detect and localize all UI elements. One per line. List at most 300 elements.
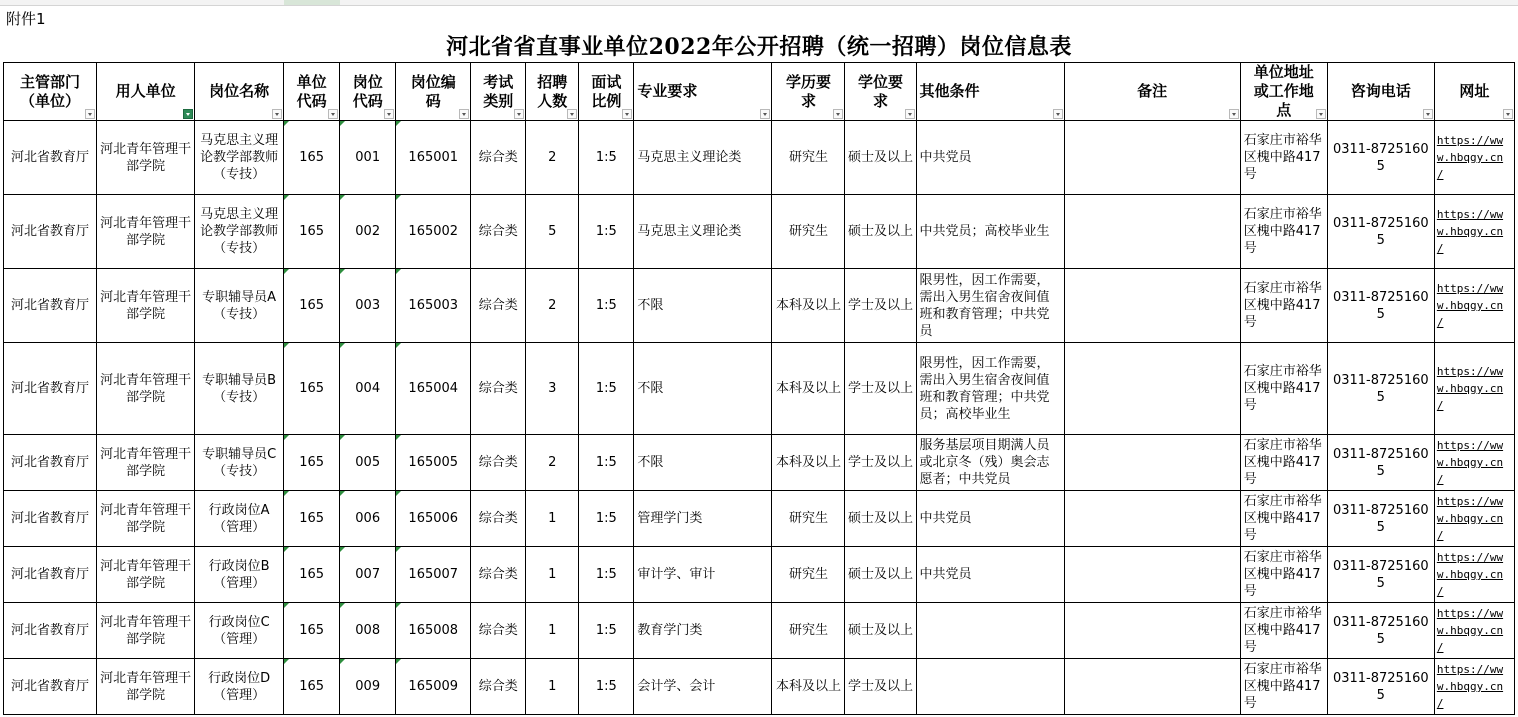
filter-dropdown-icon[interactable]	[567, 109, 577, 119]
cell-ratio[interactable]	[579, 491, 634, 547]
cell-url[interactable]	[1434, 343, 1514, 435]
cell-text: 中共党员	[919, 150, 972, 165]
cell-degree[interactable]	[845, 121, 916, 195]
cell-exam[interactable]	[471, 195, 526, 269]
cell-ratio[interactable]	[579, 435, 634, 491]
filter-dropdown-icon[interactable]	[833, 109, 843, 119]
cell-post-code[interactable]	[340, 343, 396, 435]
cell-phone[interactable]	[1327, 121, 1434, 195]
header-post-text: 岗位名称	[209, 82, 270, 100]
header-addr[interactable]	[1240, 63, 1327, 121]
cell-ratio[interactable]	[579, 195, 634, 269]
cell-text: 硕士及以上	[848, 511, 914, 526]
filter-dropdown-icon[interactable]	[622, 109, 632, 119]
website-link[interactable]	[1437, 206, 1512, 257]
website-link[interactable]	[1437, 605, 1512, 656]
cell-unit[interactable]	[97, 435, 195, 491]
header-phone-text: 咨询电话	[1350, 82, 1411, 100]
cell-unit[interactable]	[97, 659, 195, 715]
cell-other[interactable]	[916, 547, 1064, 603]
cell-degree[interactable]	[845, 659, 916, 715]
cell-dept[interactable]	[4, 659, 97, 715]
error-indicator-icon	[396, 121, 401, 126]
cell-other[interactable]	[916, 659, 1064, 715]
cell-text: 河北省教育厅	[11, 224, 90, 239]
cell-text: 165005	[408, 455, 459, 470]
cell-post-code[interactable]	[340, 491, 396, 547]
cell-text: 河北省教育厅	[11, 623, 90, 638]
website-link-part: https://ww	[1436, 365, 1504, 378]
cell-addr[interactable]	[1240, 491, 1327, 547]
cell-degree[interactable]	[845, 195, 916, 269]
cell-text: 综合类	[478, 298, 518, 313]
cell-ratio[interactable]	[579, 343, 634, 435]
cell-dept[interactable]	[4, 121, 97, 195]
cell-count[interactable]	[526, 659, 579, 715]
cell-exam[interactable]	[471, 659, 526, 715]
cell-post-code[interactable]	[340, 547, 396, 603]
cell-ratio[interactable]	[579, 547, 634, 603]
filter-dropdown-icon[interactable]	[514, 109, 524, 119]
header-degree-text: 学位要	[858, 72, 904, 91]
cell-exam[interactable]	[471, 491, 526, 547]
cell-url[interactable]	[1434, 659, 1514, 715]
cell-post-no[interactable]	[396, 269, 471, 343]
header-unit-code[interactable]	[284, 63, 340, 121]
cell-phone[interactable]	[1327, 491, 1434, 547]
cell-count[interactable]	[526, 195, 579, 269]
cell-addr[interactable]	[1240, 603, 1327, 659]
header-addr-text: 或工作地	[1253, 82, 1314, 100]
cell-url[interactable]	[1434, 121, 1514, 195]
cell-post[interactable]	[195, 269, 284, 343]
filter-dropdown-icon[interactable]	[1053, 109, 1063, 119]
cell-text: 硕士及以上	[848, 150, 914, 165]
cell-text: 石家庄市裕华区槐中路417号	[1243, 550, 1322, 599]
header-count[interactable]	[526, 63, 579, 121]
cell-unit-code[interactable]	[284, 343, 340, 435]
cell-post[interactable]	[195, 659, 284, 715]
cell-degree[interactable]	[845, 269, 916, 343]
cell-count[interactable]	[526, 547, 579, 603]
cell-text: 165001	[408, 150, 459, 165]
filter-dropdown-icon[interactable]	[1503, 109, 1513, 119]
cell-edu[interactable]	[772, 491, 845, 547]
cell-url[interactable]	[1434, 491, 1514, 547]
filter-dropdown-icon[interactable]	[328, 109, 338, 119]
cell-edu[interactable]	[772, 195, 845, 269]
cell-text: 综合类	[478, 224, 518, 239]
cell-text: 3	[548, 381, 557, 396]
cell-unit[interactable]	[97, 343, 195, 435]
cell-unit[interactable]	[97, 603, 195, 659]
cell-exam[interactable]	[471, 603, 526, 659]
cell-edu[interactable]	[772, 343, 845, 435]
cell-note[interactable]	[1064, 269, 1240, 343]
cell-text: 165003	[408, 298, 459, 313]
error-indicator-icon	[396, 547, 401, 552]
cell-major[interactable]	[634, 343, 772, 435]
header-ratio-text: 面试	[591, 72, 622, 91]
filter-dropdown-icon[interactable]	[85, 109, 95, 119]
cell-exam[interactable]	[471, 343, 526, 435]
cell-url[interactable]	[1434, 195, 1514, 269]
cell-text: 审计学、审计	[637, 567, 716, 582]
header-ratio-text: 比例	[591, 91, 622, 110]
cell-phone[interactable]	[1327, 343, 1434, 435]
cell-post-no[interactable]	[396, 491, 471, 547]
cell-count[interactable]	[526, 343, 579, 435]
cell-text: 本科及以上	[775, 381, 841, 396]
cell-text: 165	[299, 679, 325, 694]
cell-ratio[interactable]	[579, 121, 634, 195]
cell-phone[interactable]	[1327, 195, 1434, 269]
cell-dept[interactable]	[4, 195, 97, 269]
cell-url[interactable]	[1434, 435, 1514, 491]
cell-major[interactable]	[634, 547, 772, 603]
error-indicator-icon	[396, 269, 401, 274]
cell-other[interactable]	[916, 435, 1064, 491]
cell-post-no[interactable]	[396, 121, 471, 195]
cell-phone[interactable]	[1327, 659, 1434, 715]
header-phone[interactable]	[1327, 63, 1434, 121]
cell-text: 河北青年管理干部学院	[100, 141, 192, 174]
cell-major[interactable]	[634, 435, 772, 491]
cell-text: 1:5	[595, 567, 617, 582]
header-row	[4, 63, 1515, 121]
cell-post[interactable]	[195, 435, 284, 491]
cell-text: 马克思主义理论类	[637, 150, 742, 165]
cell-degree[interactable]	[845, 603, 916, 659]
header-exam[interactable]	[471, 63, 526, 121]
error-indicator-icon	[340, 121, 345, 126]
cell-post-no[interactable]	[396, 343, 471, 435]
cell-degree[interactable]	[845, 491, 916, 547]
sheet-title[interactable]: 河北省省直事业单位2022年公开招聘（统一招聘）岗位信息表	[446, 34, 1072, 60]
header-edu[interactable]	[772, 63, 845, 121]
cell-phone[interactable]	[1327, 603, 1434, 659]
header-url[interactable]	[1434, 63, 1514, 121]
cell-post[interactable]	[195, 343, 284, 435]
cell-text: 007	[355, 567, 381, 582]
cell-dept[interactable]	[4, 269, 97, 343]
cell-edu[interactable]	[772, 547, 845, 603]
cell-other[interactable]	[916, 343, 1064, 435]
cell-text: 1	[548, 567, 557, 582]
cell-ratio[interactable]	[579, 603, 634, 659]
header-major-text: 专业要求	[637, 82, 698, 100]
cell-unit-code[interactable]	[284, 435, 340, 491]
cell-post-code[interactable]	[340, 121, 396, 195]
filter-dropdown-icon[interactable]	[272, 109, 282, 119]
cell-major[interactable]	[634, 121, 772, 195]
cell-major[interactable]	[634, 491, 772, 547]
filter-dropdown-icon[interactable]	[459, 109, 469, 119]
cell-text: 河北青年管理干部学院	[100, 614, 192, 647]
cell-text: 1	[548, 511, 557, 526]
cell-count[interactable]	[526, 491, 579, 547]
cell-url[interactable]	[1434, 603, 1514, 659]
cell-count[interactable]	[526, 121, 579, 195]
filter-dropdown-icon[interactable]	[1316, 109, 1326, 119]
cell-post-no[interactable]	[396, 195, 471, 269]
cell-count[interactable]	[526, 269, 579, 343]
cell-edu[interactable]	[772, 121, 845, 195]
header-note[interactable]	[1064, 63, 1240, 121]
cell-post-no[interactable]	[396, 547, 471, 603]
cell-url[interactable]	[1434, 547, 1514, 603]
cell-major[interactable]	[634, 659, 772, 715]
cell-text: 不限	[637, 455, 664, 470]
cell-post-code[interactable]	[340, 659, 396, 715]
cell-major[interactable]	[634, 269, 772, 343]
cell-unit-code[interactable]	[284, 121, 340, 195]
cell-text: 0311-87251605	[1332, 670, 1429, 703]
cell-post[interactable]	[195, 121, 284, 195]
cell-phone[interactable]	[1327, 269, 1434, 343]
cell-unit-code[interactable]	[284, 195, 340, 269]
header-major[interactable]	[634, 63, 772, 121]
cell-text: 1	[548, 623, 557, 638]
cell-other[interactable]	[916, 603, 1064, 659]
error-indicator-icon	[396, 435, 401, 440]
filter-dropdown-icon[interactable]	[1229, 109, 1239, 119]
cell-note[interactable]	[1064, 491, 1240, 547]
cell-edu[interactable]	[772, 659, 845, 715]
cell-unit-code[interactable]	[284, 603, 340, 659]
job-table	[3, 62, 1515, 715]
cell-exam[interactable]	[471, 269, 526, 343]
cell-note[interactable]	[1064, 547, 1240, 603]
cell-note[interactable]	[1064, 659, 1240, 715]
cell-text: 综合类	[478, 567, 518, 582]
cell-degree[interactable]	[845, 435, 916, 491]
cell-post[interactable]	[195, 491, 284, 547]
cell-text: 马克思主义理论教学部教师（专技）	[200, 133, 279, 182]
cell-unit[interactable]	[97, 547, 195, 603]
cell-text: 0311-87251605	[1332, 446, 1429, 479]
header-other[interactable]	[916, 63, 1064, 121]
website-link[interactable]	[1437, 363, 1512, 414]
cell-text: 1:5	[595, 679, 617, 694]
header-unit-text: 用人单位	[115, 82, 176, 100]
website-link[interactable]	[1437, 280, 1512, 331]
cell-note[interactable]	[1064, 195, 1240, 269]
cell-text: 1:5	[595, 623, 617, 638]
filter-dropdown-icon[interactable]	[384, 109, 394, 119]
cell-text: 165004	[408, 381, 459, 396]
error-indicator-icon	[340, 603, 345, 608]
cell-text: 165002	[408, 224, 459, 239]
cell-text: 石家庄市裕华区槐中路417号	[1243, 438, 1322, 487]
cell-major[interactable]	[634, 603, 772, 659]
cell-degree[interactable]	[845, 343, 916, 435]
active-filter-icon[interactable]	[183, 109, 193, 119]
cell-dept[interactable]	[4, 343, 97, 435]
cell-dept[interactable]	[4, 491, 97, 547]
header-post-code[interactable]	[340, 63, 396, 121]
column-header-bar[interactable]	[0, 0, 1518, 6]
header-edu-text: 求	[800, 91, 816, 110]
cell-addr[interactable]	[1240, 269, 1327, 343]
cell-post[interactable]	[195, 195, 284, 269]
error-indicator-icon	[340, 435, 345, 440]
cell-unit[interactable]	[97, 269, 195, 343]
website-link-part: /	[1436, 641, 1444, 654]
cell-text: 本科及以上	[775, 455, 841, 470]
filter-dropdown-icon[interactable]	[760, 109, 770, 119]
cell-edu[interactable]	[772, 435, 845, 491]
cell-note[interactable]	[1064, 435, 1240, 491]
cell-post-no[interactable]	[396, 435, 471, 491]
header-post-no-text: 岗位编	[410, 72, 456, 91]
cell-text: 0311-87251605	[1332, 614, 1429, 647]
cell-text: 0311-87251605	[1332, 502, 1429, 535]
cell-other[interactable]	[916, 121, 1064, 195]
cell-unit-code[interactable]	[284, 547, 340, 603]
cell-text: 行政岗位A（管理）	[208, 502, 270, 535]
website-link[interactable]	[1437, 493, 1512, 544]
cell-text: 限男性，因工作需要，需出入男生宿舍夜间值班和教育管理；中共党员	[919, 272, 1050, 339]
cell-edu[interactable]	[772, 269, 845, 343]
cell-post-code[interactable]	[340, 195, 396, 269]
website-link-part: w.hbqgy.cn	[1436, 299, 1504, 312]
cell-exam[interactable]	[471, 547, 526, 603]
table-row	[4, 121, 1515, 195]
cell-post-code[interactable]	[340, 603, 396, 659]
cell-addr[interactable]	[1240, 195, 1327, 269]
website-link[interactable]	[1437, 661, 1512, 712]
cell-text: 1:5	[595, 150, 617, 165]
header-dept[interactable]	[4, 63, 97, 121]
cell-text: 165	[299, 381, 325, 396]
header-post-no[interactable]	[396, 63, 471, 121]
cell-text: 004	[355, 381, 381, 396]
table-row	[4, 195, 1515, 269]
cell-exam[interactable]	[471, 121, 526, 195]
cell-note[interactable]	[1064, 343, 1240, 435]
cell-text: 专职辅导员C（专技）	[202, 446, 277, 479]
cell-edu[interactable]	[772, 603, 845, 659]
cell-unit-code[interactable]	[284, 659, 340, 715]
table-row	[4, 491, 1515, 547]
cell-addr[interactable]	[1240, 659, 1327, 715]
cell-exam[interactable]	[471, 435, 526, 491]
cell-addr[interactable]	[1240, 343, 1327, 435]
cell-url[interactable]	[1434, 269, 1514, 343]
website-link-part: https://ww	[1436, 663, 1504, 676]
cell-other[interactable]	[916, 195, 1064, 269]
cell-unit[interactable]	[97, 121, 195, 195]
cell-text: 石家庄市裕华区槐中路417号	[1243, 207, 1322, 256]
cell-text: 008	[355, 623, 381, 638]
header-post[interactable]	[195, 63, 284, 121]
cell-unit-code[interactable]	[284, 269, 340, 343]
cell-note[interactable]	[1064, 121, 1240, 195]
error-indicator-icon	[284, 547, 289, 552]
cell-major[interactable]	[634, 195, 772, 269]
cell-post-code[interactable]	[340, 269, 396, 343]
error-indicator-icon	[340, 547, 345, 552]
website-link-part: https://ww	[1436, 439, 1504, 452]
cell-dept[interactable]	[4, 435, 97, 491]
cell-note[interactable]	[1064, 603, 1240, 659]
cell-text: 行政岗位B（管理）	[208, 558, 270, 591]
website-link-part: /	[1436, 529, 1444, 542]
cell-text: 硕士及以上	[848, 567, 914, 582]
cell-degree[interactable]	[845, 547, 916, 603]
cell-addr[interactable]	[1240, 121, 1327, 195]
attachment-label: 附件1	[6, 10, 46, 28]
cell-text: 1:5	[595, 298, 617, 313]
error-indicator-icon	[340, 195, 345, 200]
cell-text: 2	[548, 150, 557, 165]
cell-addr[interactable]	[1240, 435, 1327, 491]
cell-text: 综合类	[478, 511, 518, 526]
website-link[interactable]	[1437, 549, 1512, 600]
cell-other[interactable]	[916, 269, 1064, 343]
table-row	[4, 659, 1515, 715]
website-link-part: https://ww	[1436, 607, 1504, 620]
table-row	[4, 435, 1515, 491]
cell-phone[interactable]	[1327, 435, 1434, 491]
website-link-part: /	[1436, 316, 1444, 329]
cell-post[interactable]	[195, 603, 284, 659]
cell-count[interactable]	[526, 435, 579, 491]
cell-text: 学士及以上	[848, 298, 914, 313]
cell-text: 1:5	[595, 455, 617, 470]
cell-dept[interactable]	[4, 603, 97, 659]
cell-text: 1:5	[595, 224, 617, 239]
cell-unit-code[interactable]	[284, 491, 340, 547]
cell-text: 2	[548, 298, 557, 313]
cell-count[interactable]	[526, 603, 579, 659]
website-link[interactable]	[1437, 437, 1512, 488]
cell-other[interactable]	[916, 491, 1064, 547]
website-link[interactable]	[1437, 132, 1512, 183]
cell-phone[interactable]	[1327, 547, 1434, 603]
cell-text: 教育学门类	[637, 623, 703, 638]
cell-post-no[interactable]	[396, 659, 471, 715]
cell-ratio[interactable]	[579, 269, 634, 343]
header-ratio[interactable]	[579, 63, 634, 121]
header-degree[interactable]	[845, 63, 916, 121]
cell-dept[interactable]	[4, 547, 97, 603]
table-row	[4, 269, 1515, 343]
cell-unit[interactable]	[97, 195, 195, 269]
cell-post-no[interactable]	[396, 603, 471, 659]
cell-text: 165	[299, 150, 325, 165]
header-unit-code-text: 单位	[296, 72, 327, 91]
header-unit[interactable]	[97, 63, 195, 121]
cell-addr[interactable]	[1240, 547, 1327, 603]
cell-text: 石家庄市裕华区槐中路417号	[1243, 281, 1322, 330]
error-indicator-icon	[340, 269, 345, 274]
cell-text: 165	[299, 298, 325, 313]
cell-text: 001	[355, 150, 381, 165]
cell-text: 会计学、会计	[637, 679, 716, 694]
filter-dropdown-icon[interactable]	[905, 109, 915, 119]
cell-ratio[interactable]	[579, 659, 634, 715]
cell-post-code[interactable]	[340, 435, 396, 491]
filter-dropdown-icon[interactable]	[1423, 109, 1433, 119]
cell-text: 学士及以上	[848, 381, 914, 396]
cell-unit[interactable]	[97, 491, 195, 547]
header-degree-text: 求	[873, 91, 889, 110]
cell-post[interactable]	[195, 547, 284, 603]
cell-text: 研究生	[788, 150, 828, 165]
website-link-part: /	[1436, 697, 1444, 710]
